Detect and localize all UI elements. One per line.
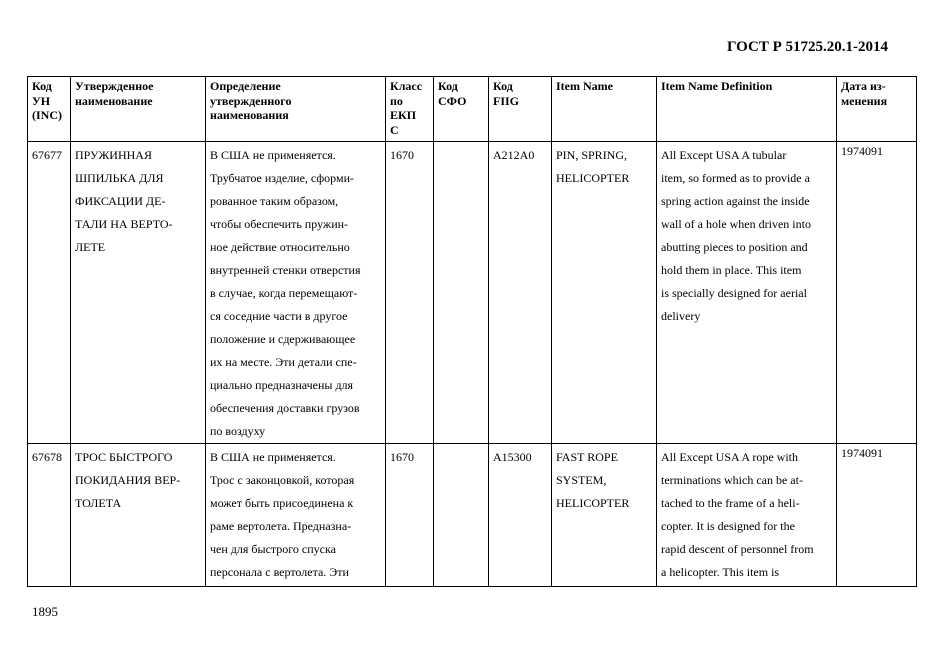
text-line: Item Name (556, 79, 613, 93)
text-line: Код (493, 79, 513, 93)
column-header-item-name (552, 77, 657, 142)
text-line: HELICOPTER (556, 496, 630, 510)
inc-cell: 67678 (28, 444, 71, 587)
text-line: ПОКИДАНИЯ ВЕР- (75, 473, 181, 487)
text-line: abutting pieces to position and (661, 240, 808, 254)
text-line: Определение (210, 79, 281, 93)
document-code: ГОСТ Р 51725.20.1-2014 (726, 39, 888, 55)
definition-cell (206, 142, 386, 444)
text-line: рованное таким образом, (210, 194, 339, 208)
text-line: персонала с вертолета. Эти (210, 565, 349, 579)
text-line: item, so formed as to provide a (661, 171, 810, 185)
text-line: Код (32, 79, 52, 93)
sfo-cell (434, 142, 489, 444)
text-line: rapid descent of personnel from (661, 542, 814, 556)
table-row (28, 444, 917, 587)
text-line: SYSTEM, (556, 473, 607, 487)
page-number: 1895 (32, 604, 58, 619)
text-line: ное действие относительно (210, 240, 350, 254)
class-cell: 1670 (386, 444, 434, 587)
inc-cell: 67677 (28, 142, 71, 444)
text-line: ФИКСАЦИИ ДЕ- (75, 194, 166, 208)
item-definition-cell (657, 444, 837, 587)
text-line: PIN, SPRING, (556, 148, 628, 162)
text-line: В США не применяется. (210, 148, 336, 162)
item-name-cell (552, 142, 657, 444)
text-line: Класс (390, 79, 423, 93)
text-line: ПРУЖИННАЯ (75, 148, 152, 162)
column-header-definition (206, 77, 386, 142)
text-line: ШПИЛЬКА ДЛЯ (75, 171, 164, 185)
text-line: ТОЛЕТА (75, 496, 122, 510)
text-line: copter. It is designed for the (661, 519, 795, 533)
text-line: обеспечения доставки грузов (210, 401, 360, 415)
text-line: ся соседние части в другое (210, 309, 348, 323)
sfo-cell (434, 444, 489, 587)
text-line: tached to the frame of a heli- (661, 496, 800, 510)
text-line: положение и сдерживающее (210, 332, 356, 346)
item-definition-cell (657, 142, 837, 444)
text-line: УН (32, 93, 51, 108)
text-line: FIIG (493, 93, 520, 108)
text-line: внутренней стенки отверстия (210, 263, 361, 277)
text-line: spring action against the inside (661, 194, 810, 208)
text-line: Item Name Definition (661, 79, 773, 93)
nomenclature-table (27, 76, 917, 587)
column-header-class (386, 77, 434, 142)
text-line: ТРОС БЫСТРОГО (75, 450, 173, 464)
text-line: (INC) (32, 108, 62, 122)
item-name-cell (552, 444, 657, 587)
text-line: раме вертолета. Предназна- (210, 519, 352, 533)
text-line: чен для быстрого спуска (210, 542, 336, 556)
text-line: может быть присоединена к (210, 496, 354, 510)
text-line: All Except USA A rope with (661, 450, 798, 464)
text-line: is specially designed for aerial (661, 286, 807, 300)
table-row (28, 142, 917, 444)
column-header-fiig (489, 77, 552, 142)
change-date-cell: 1974091 (837, 444, 917, 587)
text-line: наименования (210, 108, 289, 122)
text-line: All Except USA A tubular (661, 148, 787, 162)
text-line: hold them in place. This item (661, 263, 802, 277)
text-line: Трубчатое изделие, сформи- (210, 171, 355, 185)
text-line: циально предназначены для (210, 378, 354, 392)
text-line: Трос с законцовкой, которая (210, 473, 355, 487)
text-line: С (390, 122, 399, 137)
text-line: ЕКП (390, 108, 417, 122)
text-line: Дата из- (841, 79, 886, 93)
text-line: ТАЛИ НА ВЕРТО- (75, 217, 173, 231)
text-line: их на месте. Эти детали спе- (210, 355, 357, 369)
fiig-cell: A212A0 (489, 142, 552, 444)
text-line: Код (438, 79, 458, 93)
approved-name-cell (71, 444, 206, 587)
text-line: утвержденного (210, 93, 292, 108)
text-line: В США не применяется. (210, 450, 336, 464)
text-line: наименование (75, 93, 153, 108)
text-line: чтобы обеспечить пружин- (210, 217, 349, 231)
text-line: в случае, когда перемещают- (210, 286, 358, 300)
text-line: ЛЕТЕ (75, 240, 106, 254)
text-line: Утвержденное (75, 79, 154, 93)
approved-name-cell (71, 142, 206, 444)
text-line: delivery (661, 309, 701, 323)
column-header-approved-name (71, 77, 206, 142)
header-row (28, 77, 917, 142)
text-line: СФО (438, 93, 467, 108)
fiig-cell: A15300 (489, 444, 552, 587)
change-date-cell: 1974091 (837, 142, 917, 444)
class-cell: 1670 (386, 142, 434, 444)
text-line: менения (841, 93, 888, 108)
text-line: по воздуху (210, 424, 266, 438)
definition-cell (206, 444, 386, 587)
column-header-inc (28, 77, 71, 142)
column-header-sfo (434, 77, 489, 142)
column-header-change-date (837, 77, 917, 142)
text-line: HELICOPTER (556, 171, 630, 185)
text-line: terminations which can be at- (661, 473, 803, 487)
column-header-item-name-definition (657, 77, 837, 142)
text-line: a helicopter. This item is (661, 565, 780, 579)
text-line: по (390, 93, 403, 108)
text-line: wall of a hole when driven into (661, 217, 811, 231)
text-line: FAST ROPE (556, 450, 618, 464)
